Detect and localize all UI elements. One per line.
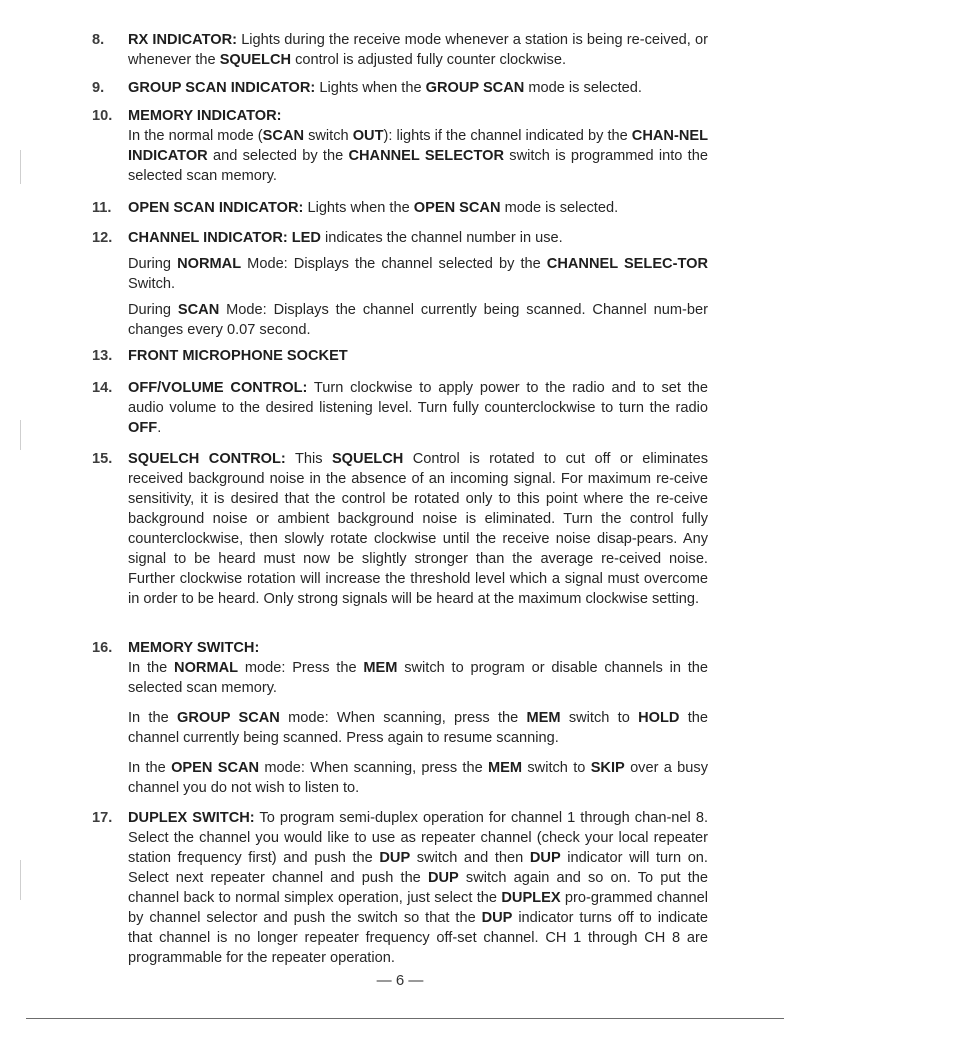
bottom-rule — [26, 1018, 784, 1019]
bold-term: DUP — [427, 870, 459, 886]
bold-term: DUP — [529, 850, 561, 866]
text-run: indicates the channel number in use. — [320, 230, 563, 246]
text-run: . — [157, 420, 162, 436]
bold-term: CHANNEL SELECTOR — [348, 148, 505, 164]
item-14 — [92, 378, 708, 438]
bold-term: OFF/VOLUME CONTROL: — [128, 380, 308, 396]
item-text-normal — [128, 254, 708, 294]
item-text — [128, 378, 708, 438]
text-run: ): lights if the channel indicated by the — [383, 128, 632, 144]
bold-term: MEM — [526, 710, 561, 726]
item-16 — [92, 638, 708, 798]
margin-mark — [20, 860, 21, 900]
text-run: the channel currently being scanned. Press again to resume scanning. — [128, 710, 708, 746]
bold-term: FRONT MICROPHONE SOCKET — [128, 348, 348, 364]
text-run: Mode: Displays the channel currently being scanned. Channel num-ber changes every 0.07 second. — [128, 302, 708, 338]
item-9 — [92, 78, 708, 98]
item-8 — [92, 30, 708, 70]
bold-term: MEM — [488, 760, 523, 776]
bold-term: OPEN SCAN — [413, 200, 501, 216]
text-run: To program semi-duplex operation for channel 1 through chan-nel 8. Select the channel you would like to use as repeater channel (check your local repeater station frequency first) and push the — [128, 810, 708, 866]
bold-term: SQUELCH CONTROL: — [128, 451, 286, 467]
text-run: switch is programmed into the selected scan memory. — [128, 148, 708, 184]
bold-term: DUP — [481, 910, 513, 926]
text-run: Lights when the — [303, 200, 414, 216]
bold-term: HOLD — [638, 710, 680, 726]
text-run: mode: Press the — [238, 660, 364, 676]
text-run: During — [128, 256, 178, 272]
bold-term: DUPLEX — [501, 890, 561, 906]
margin-mark — [20, 150, 21, 184]
text-run: mode is selected. — [500, 200, 619, 216]
text-run: switch — [304, 128, 353, 144]
item-number: 11. — [92, 200, 112, 216]
bold-term: NORMAL — [174, 660, 239, 676]
item-text — [128, 228, 708, 248]
text-run: switch to program or disable channels in the selected scan memory. — [128, 660, 708, 696]
text-run: over a busy channel you do not wish to listen to. — [128, 760, 708, 796]
item-10 — [92, 106, 708, 186]
page-number: — 6 — — [376, 972, 424, 989]
bold-term: DUPLEX SWITCH: — [128, 810, 255, 826]
item-heading: MEMORY SWITCH: — [128, 640, 260, 656]
item-number: 14. — [92, 380, 113, 396]
item-text — [128, 126, 708, 186]
bold-term: SCAN — [177, 302, 220, 318]
text-run: mode is selected. — [524, 80, 642, 96]
text-run: Control is rotated to cut off or eliminates received background noise in the absence of an incoming signal. For maximum re-ceive sensitivity, it is desired that the control be rotated only to this point where the re-ceive background noise or ambient background noise is eliminated. Turn the control fully counterclockwise, then slowly rotate clockwise until the receive noise disap-pears. Any signal to be heard must now be slightly stronger than the average re-ceived noise. Further clockwise rotation will increase the threshold level which a signal must overcome in order to be heard. Only strong signals will be heard at the maximum clockwise setting. — [128, 451, 708, 607]
bold-term: GROUP SCAN INDICATOR: — [128, 80, 316, 96]
text-run: switch and then — [410, 850, 530, 866]
text-run: switch to — [560, 710, 639, 726]
item-17 — [92, 808, 708, 968]
bold-term: OUT — [352, 128, 384, 144]
bold-term: CHAN-NEL INDICATOR — [128, 128, 709, 164]
item-13 — [92, 346, 708, 366]
text-run: mode: When scanning, press the — [279, 710, 527, 726]
item-12 — [92, 228, 708, 340]
item-11 — [92, 198, 708, 218]
bold-term: CHANNEL INDICATOR: LED — [128, 230, 321, 246]
item-text — [128, 346, 708, 366]
text-run: mode: When scanning, press the — [259, 760, 489, 776]
text-run: indicator turns off to indicate that channel is no longer repeater frequency off-set channel. CH 1 through CH 8 are programmable for the repeater operation. — [128, 910, 708, 966]
text-run: Switch. — [128, 276, 176, 292]
item-15 — [92, 449, 708, 609]
bold-term: SQUELCH — [219, 52, 292, 68]
item-number: 12. — [92, 230, 113, 246]
item-text-group-scan — [128, 708, 708, 748]
item-number: 9. — [92, 80, 105, 96]
bold-term: CHANNEL SELEC-TOR — [546, 256, 708, 272]
bold-term: OFF — [128, 420, 158, 436]
bold-term: GROUP SCAN — [425, 80, 525, 96]
item-number: 8. — [92, 32, 105, 48]
item-text-normal — [128, 658, 708, 698]
text-run: Mode: Displays the channel selected by the — [241, 256, 547, 272]
text-run: switch to — [522, 760, 591, 776]
text-run: In the — [128, 760, 172, 776]
bold-term: DUP — [379, 850, 411, 866]
item-text — [128, 449, 708, 609]
text-run: Turn clockwise to apply power to the radio and to set the audio volume to the desired listening level. Turn fully counterclockwise to turn the radio — [128, 380, 708, 416]
item-number: 15. — [92, 451, 113, 467]
item-number: 10. — [92, 108, 113, 124]
item-text-scan — [128, 300, 708, 340]
item-heading: MEMORY INDICATOR: — [128, 108, 282, 124]
item-text — [128, 808, 708, 968]
bold-term: GROUP SCAN — [176, 710, 280, 726]
item-text — [128, 30, 708, 70]
item-text-open-scan — [128, 758, 708, 798]
text-run: In the normal mode ( — [128, 128, 263, 144]
text-run: switch again and so on. To put the channel back to normal simplex operation, just select the — [128, 870, 708, 906]
text-run: In the — [128, 710, 177, 726]
text-run: control is adjusted fully counter clockwise. — [291, 52, 567, 68]
bold-term: SKIP — [590, 760, 625, 776]
text-run: pro-grammed channel by channel selector and push the switch so that the — [128, 890, 708, 926]
item-number: 13. — [92, 348, 113, 364]
item-text — [128, 78, 708, 98]
text-run: and selected by the — [207, 148, 349, 164]
item-text — [128, 198, 708, 218]
text-run: This — [285, 451, 332, 467]
bold-term: MEM — [363, 660, 398, 676]
item-number: 17. — [92, 810, 113, 826]
bold-term: SQUELCH — [331, 451, 404, 467]
bold-term: OPEN SCAN INDICATOR: — [128, 200, 304, 216]
text-run: Lights when the — [315, 80, 426, 96]
bold-term: OPEN SCAN — [171, 760, 260, 776]
bold-term: NORMAL — [177, 256, 242, 272]
bold-term: SCAN — [262, 128, 305, 144]
text-run: During — [128, 302, 178, 318]
text-run: indicator will turn on. Select next repeater channel and push the — [128, 850, 708, 886]
item-number: 16. — [92, 640, 113, 656]
text-run: In the — [128, 660, 175, 676]
text-run: Lights during the receive mode whenever a station is being re-ceived, or whenever the — [128, 32, 708, 68]
bold-term: RX INDICATOR: — [128, 32, 238, 48]
margin-mark — [20, 420, 21, 450]
